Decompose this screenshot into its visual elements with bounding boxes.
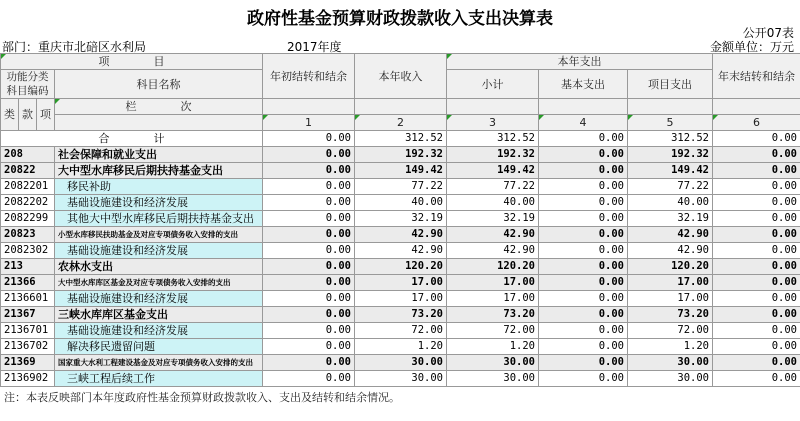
table-row bbox=[1, 243, 800, 259]
row-end-balance: 0.00 bbox=[713, 339, 800, 355]
table-row bbox=[1, 259, 800, 275]
total-end-balance: 0.00 bbox=[713, 131, 800, 147]
header-begin-balance-cont bbox=[263, 99, 355, 115]
row-end-balance: 0.00 bbox=[713, 195, 800, 211]
row-name: 大中型水库库区基金及对应专项债务收入安排的支出 bbox=[55, 275, 263, 291]
unit-label: 金额单位：万元 bbox=[709, 40, 794, 54]
row-project: 30.00 bbox=[628, 355, 713, 371]
row-project: 42.90 bbox=[628, 243, 713, 259]
row-basic: 0.00 bbox=[539, 243, 628, 259]
row-subtotal: 120.20 bbox=[447, 259, 539, 275]
row-subtotal: 17.00 bbox=[447, 275, 539, 291]
row-income: 149.42 bbox=[355, 163, 447, 179]
report-meta bbox=[2, 38, 794, 52]
row-subtotal: 149.42 bbox=[447, 163, 539, 179]
row-end-balance: 0.00 bbox=[713, 179, 800, 195]
row-income: 72.00 bbox=[355, 323, 447, 339]
row-name: 大中型水库移民后期扶持基金支出 bbox=[55, 163, 263, 179]
row-begin-balance: 0.00 bbox=[263, 323, 355, 339]
row-end-balance: 0.00 bbox=[713, 211, 800, 227]
row-income: 73.20 bbox=[355, 307, 447, 323]
row-begin-balance: 0.00 bbox=[263, 291, 355, 307]
row-name: 基础设施建设和经济发展 bbox=[55, 323, 263, 339]
row-end-balance: 0.00 bbox=[713, 147, 800, 163]
row-end-balance: 0.00 bbox=[713, 227, 800, 243]
row-code: 21369 bbox=[1, 355, 55, 371]
row-income: 32.19 bbox=[355, 211, 447, 227]
row-income: 120.20 bbox=[355, 259, 447, 275]
header-begin-balance: 年初结转和结余 bbox=[263, 54, 355, 99]
row-basic: 0.00 bbox=[539, 211, 628, 227]
row-end-balance: 0.00 bbox=[713, 243, 800, 259]
row-basic: 0.00 bbox=[539, 259, 628, 275]
row-name: 三峡工程后续工作 bbox=[55, 371, 263, 387]
row-name: 其他大中型水库移民后期扶持基金支出 bbox=[55, 211, 263, 227]
row-project: 32.19 bbox=[628, 211, 713, 227]
total-income: 312.52 bbox=[355, 131, 447, 147]
row-project: 30.00 bbox=[628, 371, 713, 387]
row-end-balance: 0.00 bbox=[713, 307, 800, 323]
row-basic: 0.00 bbox=[539, 179, 628, 195]
row-code: 2136902 bbox=[1, 371, 55, 387]
year-label: 2017年度 bbox=[287, 40, 342, 54]
row-begin-balance: 0.00 bbox=[263, 275, 355, 291]
row-begin-balance: 0.00 bbox=[263, 211, 355, 227]
header-subtotal: 小计 bbox=[447, 70, 539, 99]
row-income: 17.00 bbox=[355, 275, 447, 291]
row-begin-balance: 0.00 bbox=[263, 243, 355, 259]
row-income: 192.32 bbox=[355, 147, 447, 163]
table-row bbox=[1, 163, 800, 179]
row-begin-balance: 0.00 bbox=[263, 147, 355, 163]
header-col-3: 3 bbox=[447, 115, 539, 131]
row-name: 解决移民遗留问题 bbox=[55, 339, 263, 355]
row-project: 17.00 bbox=[628, 291, 713, 307]
header-income: 本年收入 bbox=[355, 54, 447, 99]
row-project: 77.22 bbox=[628, 179, 713, 195]
row-code: 2136702 bbox=[1, 339, 55, 355]
form-number: 公开07表 bbox=[742, 26, 794, 40]
row-code: 2082201 bbox=[1, 179, 55, 195]
header-lei: 类 bbox=[1, 99, 19, 131]
row-income: 30.00 bbox=[355, 371, 447, 387]
total-begin-balance: 0.00 bbox=[263, 131, 355, 147]
row-end-balance: 0.00 bbox=[713, 259, 800, 275]
row-subtotal: 30.00 bbox=[447, 371, 539, 387]
row-subtotal: 17.00 bbox=[447, 291, 539, 307]
header-col-6: 6 bbox=[713, 115, 800, 131]
row-subtotal: 1.20 bbox=[447, 339, 539, 355]
row-end-balance: 0.00 bbox=[713, 323, 800, 339]
row-basic: 0.00 bbox=[539, 147, 628, 163]
table-row bbox=[1, 323, 800, 339]
row-income: 40.00 bbox=[355, 195, 447, 211]
row-end-balance: 0.00 bbox=[713, 371, 800, 387]
table-row bbox=[1, 211, 800, 227]
row-name: 移民补助 bbox=[55, 179, 263, 195]
row-income: 42.90 bbox=[355, 243, 447, 259]
row-name: 国家重大水利工程建设基金及对应专项债务收入安排的支出 bbox=[55, 355, 263, 371]
row-project: 192.32 bbox=[628, 147, 713, 163]
total-label: 合 计 bbox=[1, 131, 263, 147]
row-code: 2136601 bbox=[1, 291, 55, 307]
header-basic-cont bbox=[539, 99, 628, 115]
row-end-balance: 0.00 bbox=[713, 355, 800, 371]
row-basic: 0.00 bbox=[539, 227, 628, 243]
row-project: 120.20 bbox=[628, 259, 713, 275]
table-row bbox=[1, 307, 800, 323]
row-basic: 0.00 bbox=[539, 163, 628, 179]
budget-table bbox=[0, 53, 800, 387]
row-begin-balance: 0.00 bbox=[263, 339, 355, 355]
row-income: 77.22 bbox=[355, 179, 447, 195]
row-subtotal: 72.00 bbox=[447, 323, 539, 339]
total-subtotal: 312.52 bbox=[447, 131, 539, 147]
row-code: 21366 bbox=[1, 275, 55, 291]
row-project: 42.90 bbox=[628, 227, 713, 243]
row-income: 17.00 bbox=[355, 291, 447, 307]
footnote: 注：本表反映部门本年度政府性基金预算财政拨款收入、支出及结转和结余情况。 bbox=[4, 391, 400, 404]
table-row bbox=[1, 179, 800, 195]
page-title: 政府性基金预算财政拨款收入支出决算表 bbox=[247, 9, 553, 29]
row-basic: 0.00 bbox=[539, 275, 628, 291]
header-end-balance: 年末结转和结余 bbox=[713, 54, 800, 99]
row-project: 72.00 bbox=[628, 323, 713, 339]
row-begin-balance: 0.00 bbox=[263, 195, 355, 211]
header-subject-name: 科目名称 bbox=[55, 70, 263, 99]
row-begin-balance: 0.00 bbox=[263, 355, 355, 371]
row-begin-balance: 0.00 bbox=[263, 163, 355, 179]
row-code: 2082299 bbox=[1, 211, 55, 227]
header-item: 项 目 bbox=[1, 54, 263, 70]
row-subtotal: 77.22 bbox=[447, 179, 539, 195]
row-subtotal: 42.90 bbox=[447, 227, 539, 243]
row-code: 21367 bbox=[1, 307, 55, 323]
table-row bbox=[1, 371, 800, 387]
header-xiang: 项 bbox=[37, 99, 55, 131]
row-project: 1.20 bbox=[628, 339, 713, 355]
row-code: 2136701 bbox=[1, 323, 55, 339]
table-row bbox=[1, 227, 800, 243]
header-expense-group: 本年支出 bbox=[447, 54, 713, 70]
header-func-code: 功能分类科目编码 bbox=[1, 70, 55, 99]
header-kuan: 款 bbox=[19, 99, 37, 131]
row-basic: 0.00 bbox=[539, 195, 628, 211]
row-subtotal: 30.00 bbox=[447, 355, 539, 371]
row-income: 30.00 bbox=[355, 355, 447, 371]
header-col-1: 1 bbox=[263, 115, 355, 131]
row-basic: 0.00 bbox=[539, 291, 628, 307]
table-row bbox=[1, 275, 800, 291]
row-project: 17.00 bbox=[628, 275, 713, 291]
row-begin-balance: 0.00 bbox=[263, 227, 355, 243]
row-income: 1.20 bbox=[355, 339, 447, 355]
header-income-cont bbox=[355, 99, 447, 115]
row-name: 基础设施建设和经济发展 bbox=[55, 243, 263, 259]
row-subtotal: 32.19 bbox=[447, 211, 539, 227]
row-end-balance: 0.00 bbox=[713, 291, 800, 307]
row-code: 20822 bbox=[1, 163, 55, 179]
row-basic: 0.00 bbox=[539, 307, 628, 323]
row-begin-balance: 0.00 bbox=[263, 371, 355, 387]
header-col-5: 5 bbox=[628, 115, 713, 131]
row-code: 20823 bbox=[1, 227, 55, 243]
row-basic: 0.00 bbox=[539, 339, 628, 355]
row-begin-balance: 0.00 bbox=[263, 307, 355, 323]
header-project-cont bbox=[628, 99, 713, 115]
row-code: 208 bbox=[1, 147, 55, 163]
row-name: 小型水库移民扶助基金及对应专项债务收入安排的支出 bbox=[55, 227, 263, 243]
header-end-balance-cont bbox=[713, 99, 800, 115]
total-project: 312.52 bbox=[628, 131, 713, 147]
table-row bbox=[1, 291, 800, 307]
table-row bbox=[1, 195, 800, 211]
header-basic: 基本支出 bbox=[539, 70, 628, 99]
header-subtotal-cont bbox=[447, 99, 539, 115]
header-col-2: 2 bbox=[355, 115, 447, 131]
row-name: 农林水支出 bbox=[55, 259, 263, 275]
row-begin-balance: 0.00 bbox=[263, 259, 355, 275]
header-lanci: 栏 次 bbox=[55, 99, 263, 115]
row-project: 73.20 bbox=[628, 307, 713, 323]
row-name: 三峡水库库区基金支出 bbox=[55, 307, 263, 323]
row-basic: 0.00 bbox=[539, 355, 628, 371]
department-label: 部门：重庆市北碚区水利局 bbox=[2, 40, 147, 54]
row-name: 社会保障和就业支出 bbox=[55, 147, 263, 163]
table-row bbox=[1, 339, 800, 355]
total-basic: 0.00 bbox=[539, 131, 628, 147]
row-subtotal: 192.32 bbox=[447, 147, 539, 163]
row-end-balance: 0.00 bbox=[713, 163, 800, 179]
row-code: 213 bbox=[1, 259, 55, 275]
row-name: 基础设施建设和经济发展 bbox=[55, 195, 263, 211]
row-code: 2082302 bbox=[1, 243, 55, 259]
row-project: 40.00 bbox=[628, 195, 713, 211]
row-subtotal: 73.20 bbox=[447, 307, 539, 323]
header-col-4: 4 bbox=[539, 115, 628, 131]
table-row bbox=[1, 147, 800, 163]
table-row bbox=[1, 355, 800, 371]
row-income: 42.90 bbox=[355, 227, 447, 243]
row-basic: 0.00 bbox=[539, 323, 628, 339]
row-name: 基础设施建设和经济发展 bbox=[55, 291, 263, 307]
row-subtotal: 40.00 bbox=[447, 195, 539, 211]
row-subtotal: 42.90 bbox=[447, 243, 539, 259]
header-col-spacer bbox=[55, 115, 263, 131]
row-basic: 0.00 bbox=[539, 371, 628, 387]
row-code: 2082202 bbox=[1, 195, 55, 211]
row-project: 149.42 bbox=[628, 163, 713, 179]
row-begin-balance: 0.00 bbox=[263, 179, 355, 195]
header-project: 项目支出 bbox=[628, 70, 713, 99]
row-end-balance: 0.00 bbox=[713, 275, 800, 291]
